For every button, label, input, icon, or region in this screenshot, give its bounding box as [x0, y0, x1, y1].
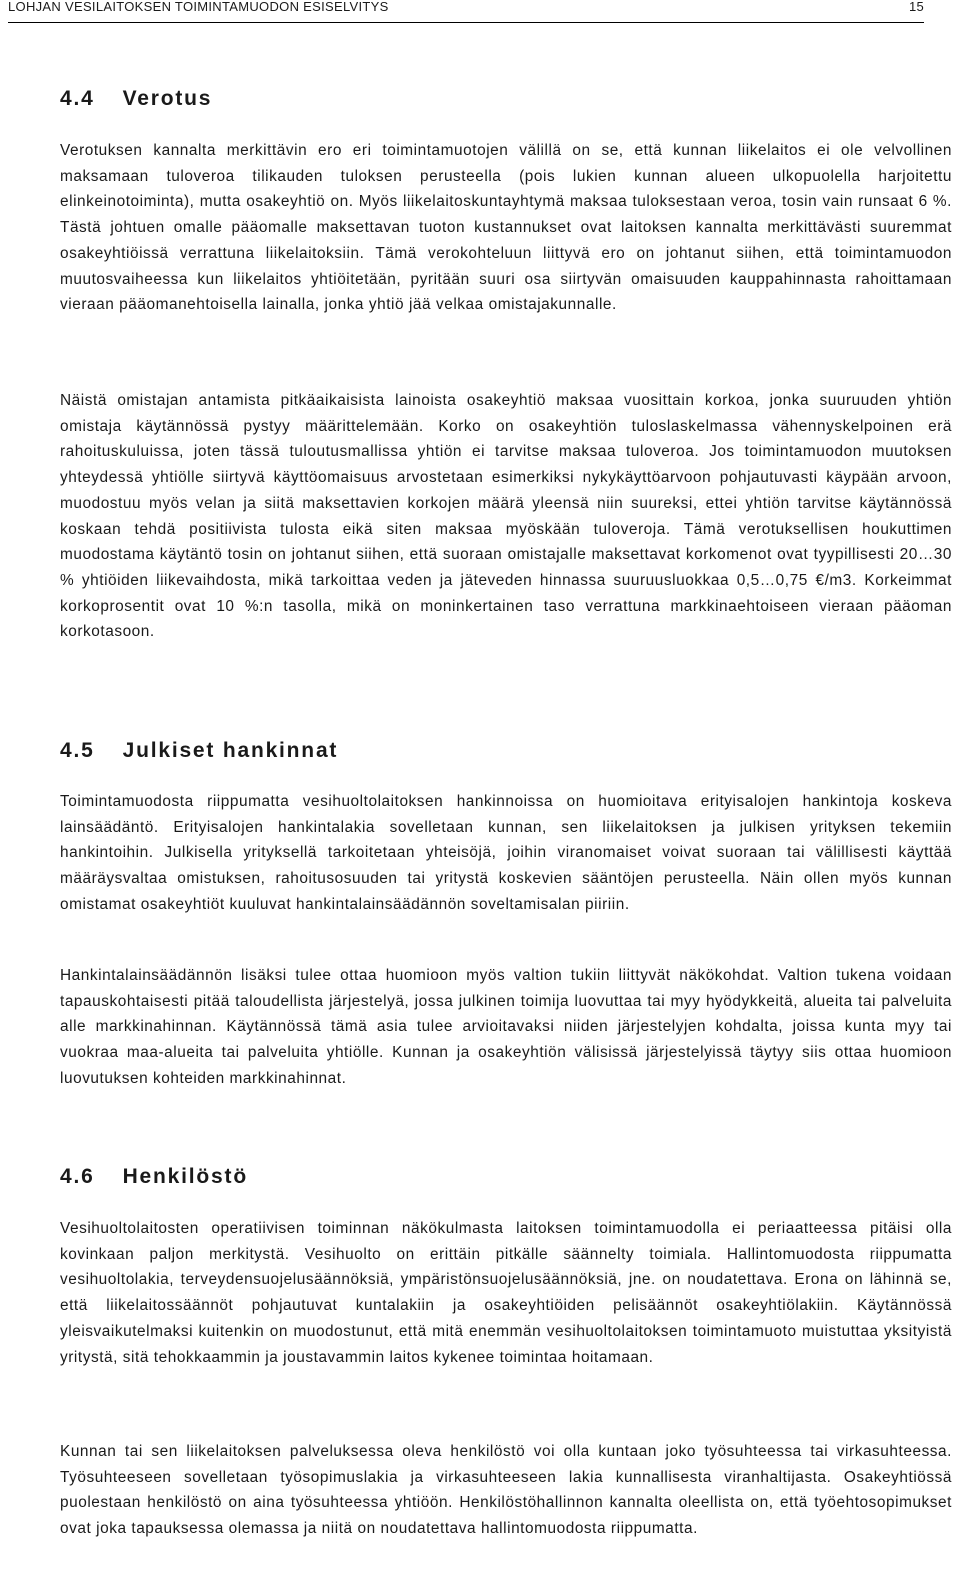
- section-heading-verotus: [60, 87, 212, 111]
- section-number: 4.5: [60, 739, 95, 762]
- paragraph: Näistä omistajan antamista pitkäaikaisista lainoista osakeyhtiö maksaa vuosittain korkoa, jonka suuruuden yhtiön omistaja käytännössä pystyy määrittelemään. Korko on osakeyhtiön tuloslaskelmassa vähennyskelpoinen erä rahoituskuluissa, joten tässä tuloutusmallissa yhtiön ei tarvitse maksaa tuloveroa. Jos toimintamuodon muutoksen yhteydessä yhtiölle siirtyvä käyttöomaisuus arvostetaan esimerkiksi nykykäyttöarvoon pohjautuvasti käypään arvoon, muodostuu myös velan ja siitä maksettavien korkojen määrä yleensä niin suureksi, ettei yhtiön tarvitse käytännössä koskaan tehdä positiivista tulosta eikä siten maksaa myöskään tuloveroja. Tämä verotuksellisen houkuttimen muodostama käytäntö tosin on johtanut siihen, että suoraan omistajalle maksettavat korkomenot ovat tyypillisesti 20…30 % yhtiöiden liikevaihdosta, mikä tarkoittaa veden ja jäteveden hinnassa suuruusluokkaa 0,5…0,75 €/m3. Korkeimmat korkoprosentit ovat 10 %:n tasolla, mikä on moninkertainen taso verrattuna markkinaehtoiseen vieraan pääoman korkotasoon.: [60, 392, 952, 641]
- paragraph: Hankintalainsäädännön lisäksi tulee ottaa huomioon myös valtion tukiin liittyvät näkökohdat. Valtion tukena voidaan tapauskohtaisesti pitää taloudellista järjestelyä, jossa julkinen toimija luovuttaa tai myy hyödykkeitä, alueita tai palveluita alle markkinahinnan. Käytännössä tämä asia tulee arvioitavaksi niiden järjestelyjen kohdalta, joissa kunta myy tai vuokraa maa-alueita tai palveluita yhtiölle. Kunnan ja osakeyhtiön välisissä järjestelyissä täytyy siis ottaa huomioon luovutuksen kohteiden markkinahinnat.: [60, 967, 952, 1087]
- page-header: [8, 0, 924, 23]
- section-heading-julkiset-hankinnat: [60, 739, 338, 763]
- paragraph: Verotuksen kannalta merkittävin ero eri toimintamuotojen välillä on se, että kunnan liikelaitos ei ole velvollinen maksamaan tuloveroa tilikauden tuloksen perusteella (pois lukien kunnan alueen ulkopuolella harjoitettu elinkeinotoiminta), mutta osakeyhtiö on. Myös liikelaitoskuntayhtymä maksaa tuloksestaan veroa, tosin vain runsaat 6 %. Tästä johtuen omalle pääomalle maksettavan tuoton kustannukset ovat laitoksen kannalta merkittävästi suuremmat osakeyhtiöissä verrattuna liikelaitoksiin. Tämä verokohteluun liittyvä ero on johtanut siihen, että toimintamuodon muutosvaiheessa kun liikelaitos yhtiöitetään, pyritään suuri osa siirtyvän omaisuuden kauppahinnasta rahoittamaan vieraan pääomanehtoisella lainalla, jonka yhtiö jää velkaa omistajakunnalle.: [60, 142, 952, 314]
- document-title: LOHJAN VESILAITOKSEN TOIMINTAMUODON ESISELVITYS: [8, 0, 389, 14]
- section-title: Verotus: [122, 87, 213, 110]
- paragraph: Kunnan tai sen liikelaitoksen palveluksessa oleva henkilöstö voi olla kuntaan joko työsuhteessa tai virkasuhteessa. Työsuhteeseen sovelletaan työsopimuslakia ja virkasuhteeseen lakia kunnallisesta viranhaltijasta. Osakeyhtiössä puolestaan henkilöstö on aina työsuhteessa yhtiöön. Henkilöstöhallinnon kannalta oleellista on, että työehtosopimukset ovat joka tapauksessa olemassa ja niitä on noudatettava hallintomuodosta riippumatta.: [60, 1443, 952, 1538]
- section-title: Henkilöstö: [122, 1165, 248, 1188]
- page-number: 15: [908, 0, 924, 14]
- paragraph: Toimintamuodosta riippumatta vesihuoltolaitoksen hankinnoissa on huomioitava erityisalojen hankintoja koskeva lainsäädäntö. Erityisalojen hankintalakia sovelletaan kunnan, sen liikelaitoksen ja julkisen yrityksen tekemiin hankintoihin. Julkisella yrityksellä tarkoitetaan yhteisöjä, joihin viranomaiset voivat suoraan tai välillisesti käyttää määräysvaltaa omistuksen, rahoitusosuuden tai yritystä koskevien sääntöjen perusteella. Näin ollen myös kunnan omistamat osakeyhtiöt kuuluvat hankintalainsäädännön soveltamisalan piiriin.: [60, 793, 952, 913]
- paragraph: Vesihuoltolaitosten operatiivisen toiminnan näkökulmasta laitoksen toimintamuodolla ei periaatteessa pitäisi olla kovinkaan paljon merkitystä. Vesihuolto on erittäin pitkälle säännelty toimiala. Hallintomuodosta riippumatta vesihuoltolakia, terveydensuojelusäännöksiä, ympäristönsuojelusäännöksiä, jne. on noudatettava. Erona on lähinnä se, että liikelaitossäännöt pohjautuvat kuntalakiin ja osakeyhtiöiden pelisäännöt osakeyhtiölakiin. Käytännössä yleisvaikutelmaksi kuitenkin on muodostunut, että mitä enemmän vesihuoltolaitoksen toimintamuoto muistuttaa yksityistä yritystä, sitä tehokkaammin ja joustavammin laitos kykenee toimintaa hoitamaan.: [60, 1220, 952, 1366]
- section-heading-henkilosto: [60, 1165, 248, 1189]
- section-number: 4.6: [60, 1165, 95, 1188]
- section-number: 4.4: [60, 87, 95, 110]
- section-title: Julkiset hankinnat: [122, 739, 339, 762]
